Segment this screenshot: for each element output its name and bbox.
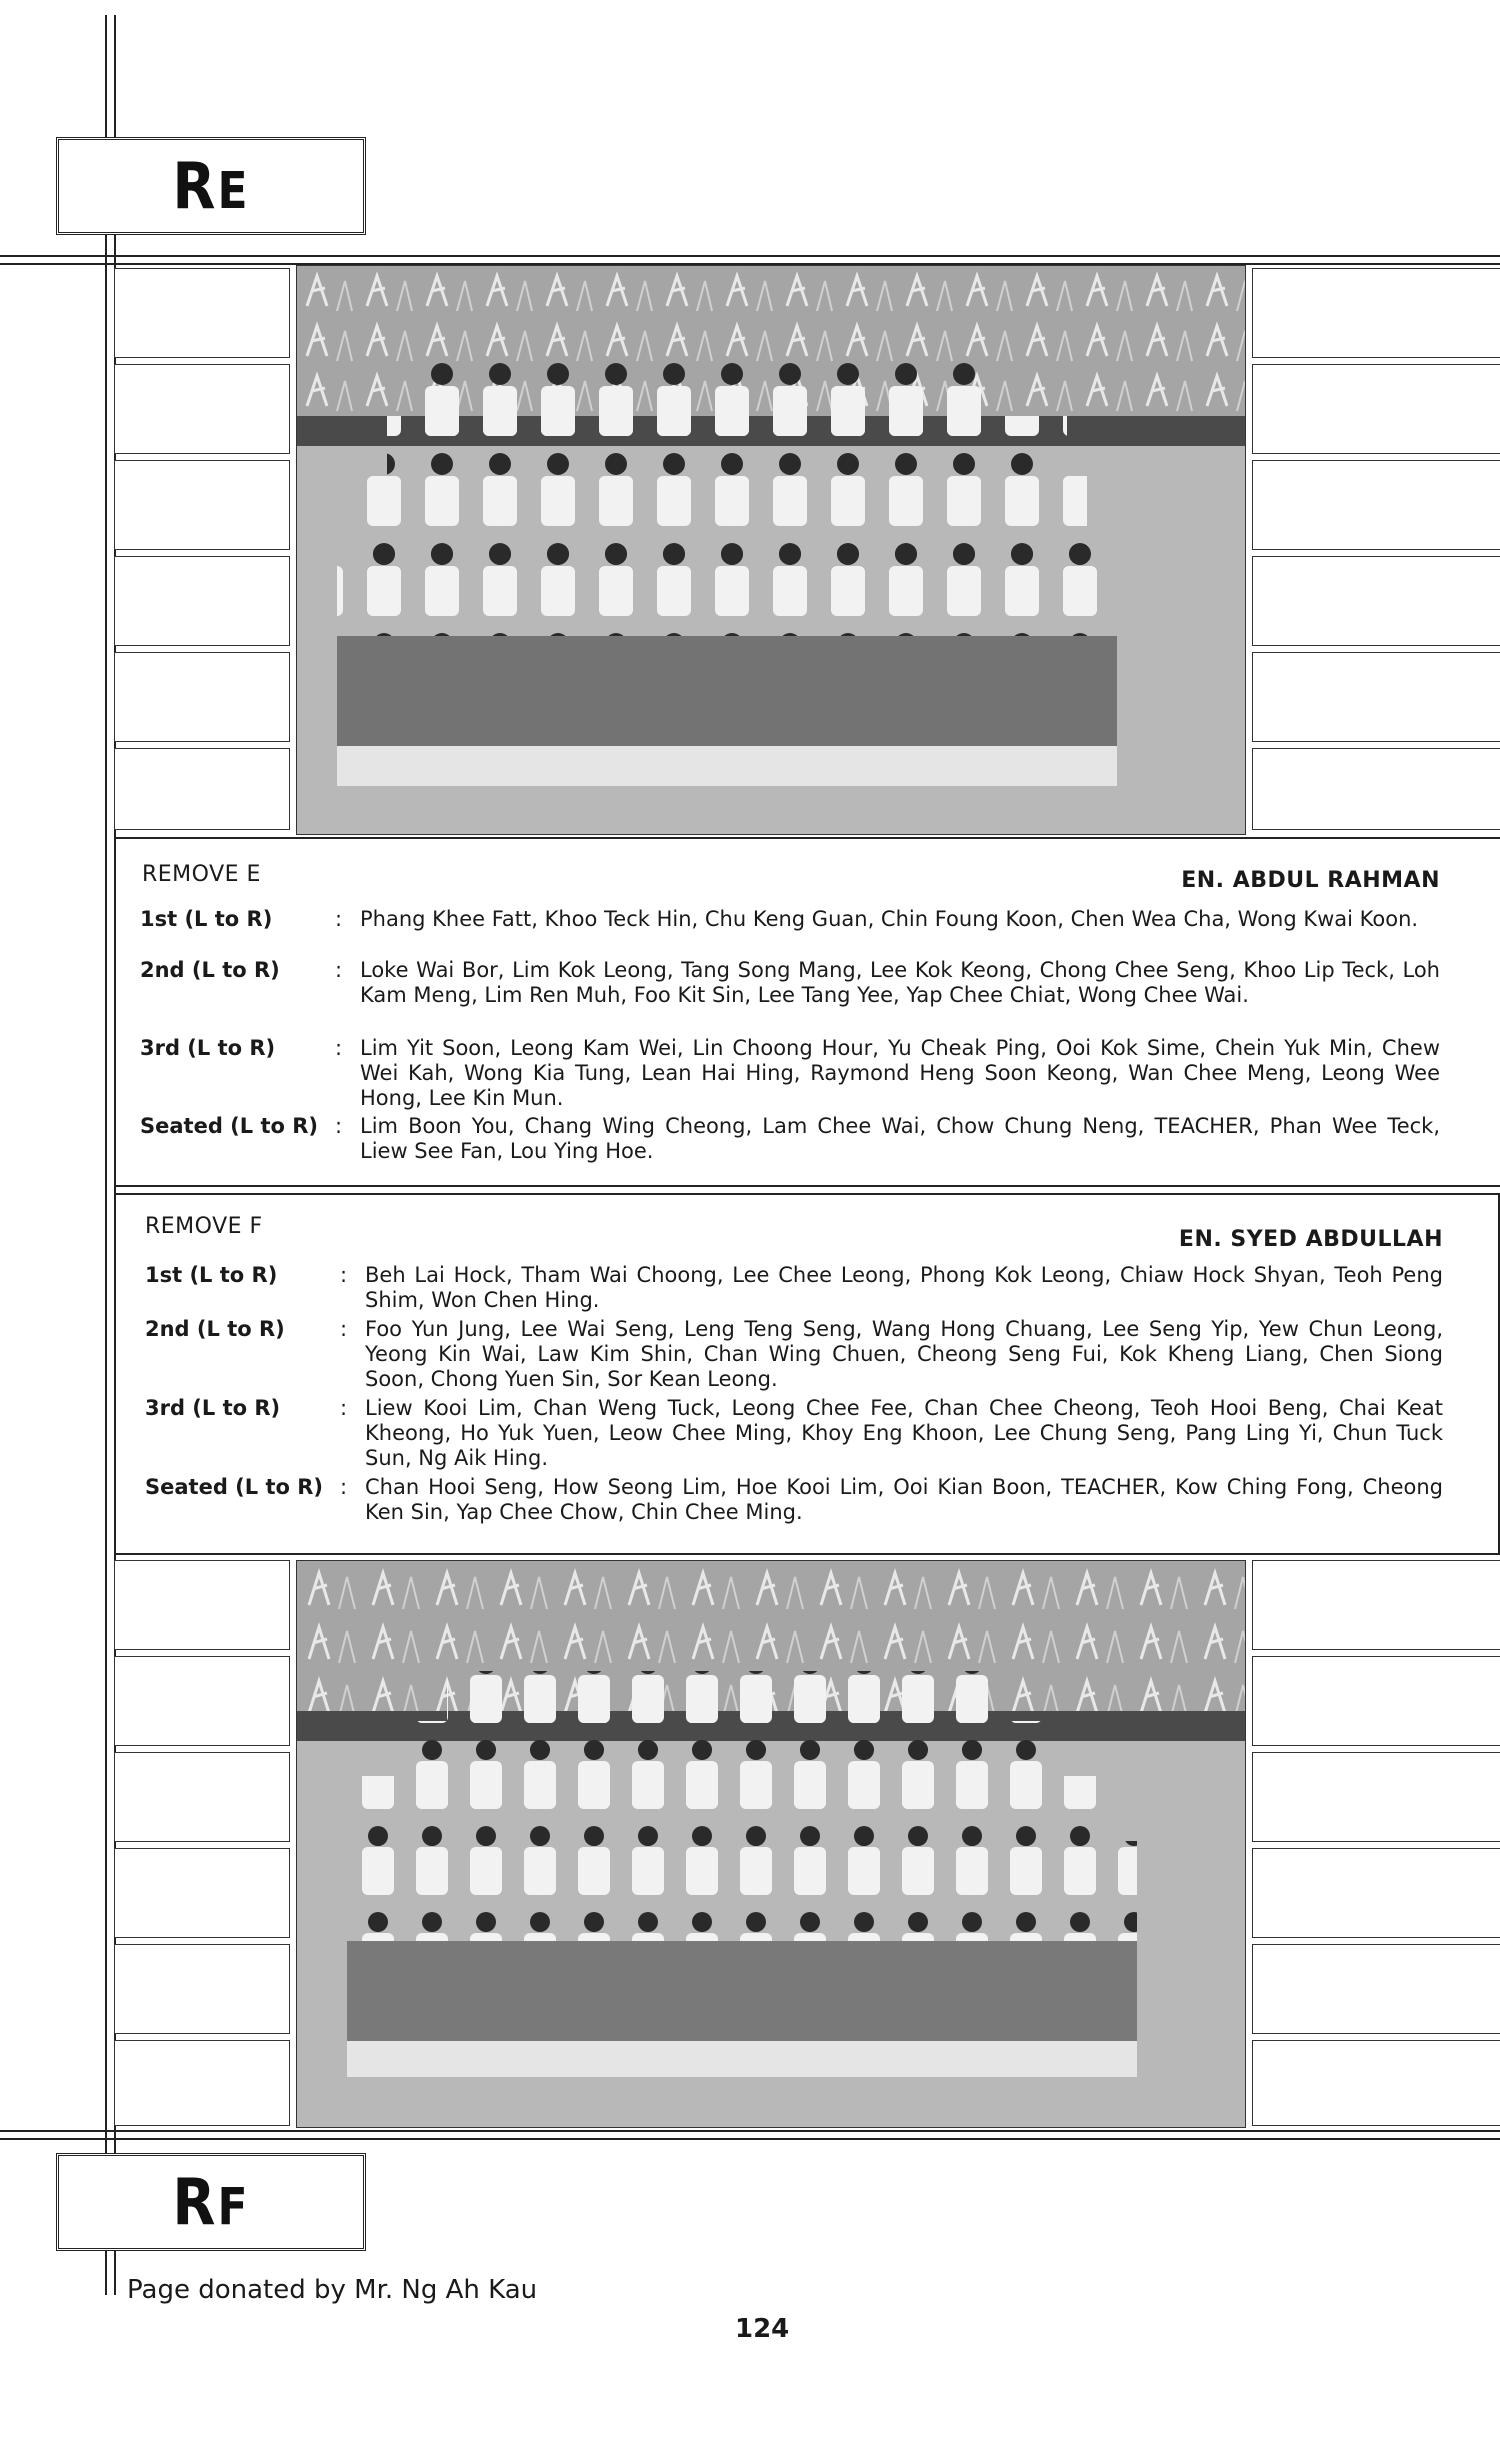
side-cell (1252, 748, 1500, 830)
row-2nd (140, 958, 1440, 1034)
row-1st (140, 907, 1440, 957)
remove-e-box-top (114, 837, 1500, 839)
remove-f-box-bottom (114, 1553, 1500, 1555)
side-cell (114, 1944, 290, 2034)
class-photo-remove-e-graphic (297, 266, 1245, 834)
frame-bottom-rule-2 (0, 2138, 1500, 2140)
row-names: Liew Kooi Lim, Chan Weng Tuck, Leong Chee Fee, Chan Chee Cheong, Teoh Hooi Beng, Chai Keat Kheong, Ho Yuk Yuen, Leow Chee Ming, Khoy Eng Khoon, Lee Chung Seng, Pang Ling Yi, Chun Tuck Sun, Ng Aik Hing. (365, 1396, 1443, 1470)
remove-f-box-right (1498, 1193, 1500, 1555)
class-teacher: EN. ABDUL RAHMAN (1181, 868, 1440, 893)
label-re-sub: E (217, 161, 250, 220)
side-cell (1252, 1560, 1500, 1650)
row-seated (145, 1475, 1443, 1525)
side-cell (114, 268, 290, 358)
row-colon: : (340, 1475, 348, 1499)
row-colon: : (335, 1114, 343, 1138)
row-colon: : (335, 907, 343, 931)
remove-e-box-bottom-2 (114, 1193, 1500, 1195)
row-colon: : (340, 1263, 348, 1287)
class-photo-remove-e (296, 265, 1246, 835)
row-colon: : (340, 1317, 348, 1341)
class-info-remove-f (145, 1214, 1443, 1544)
row-label: 3rd (L to R) (140, 1036, 276, 1060)
row-3rd (140, 1036, 1440, 1112)
row-1st (145, 1263, 1443, 1313)
row-label: 2nd (L to R) (140, 958, 280, 982)
class-photo-remove-f-graphic (297, 1561, 1245, 2127)
row-label: 1st (L to R) (145, 1263, 278, 1287)
side-cell (114, 556, 290, 646)
side-cell (1252, 1656, 1500, 1746)
side-cell (114, 1848, 290, 1938)
class-name: REMOVE E (142, 862, 261, 887)
label-re-main: R (172, 148, 218, 224)
row-names: Foo Yun Jung, Lee Wai Seng, Leng Teng Seng, Wang Hong Chuang, Lee Seng Yip, Yew Chun Leong, Yeong Kin Wai, Law Kim Shin, Chan Wing Chuen, Cheong Seng Fui, Kok Kheng Liang, Chen Siong Soon, Chong Yuen Sin, Sor Kean Leong. (365, 1317, 1443, 1391)
class-teacher: EN. SYED ABDULLAH (1178, 1227, 1443, 1252)
label-rf-sub: F (217, 2177, 250, 2236)
row-label: Seated (L to R) (145, 1475, 323, 1499)
row-colon: : (335, 1036, 343, 1060)
label-rf-main: R (172, 2164, 218, 2240)
side-cell (114, 364, 290, 454)
row-seated (140, 1114, 1440, 1164)
side-cell (1252, 268, 1500, 358)
row-names: Lim Boon You, Chang Wing Cheong, Lam Chee Wai, Chow Chung Neng, TEACHER, Phan Wee Teck, Liew See Fan, Lou Ying Hoe. (360, 1114, 1440, 1163)
class-info-remove-e (140, 862, 1440, 1182)
remove-e-box-bottom (114, 1185, 1500, 1187)
side-cell (114, 2040, 290, 2126)
row-names: Lim Yit Soon, Leong Kam Wei, Lin Choong Hour, Yu Cheak Ping, Ooi Kok Sime, Chein Yuk Min, Chew Wei Kah, Wong Kia Tung, Lean Hai Hing, Raymond Heng Soon Keong, Wan Chee Meng, Leong Wee Hong, Lee Kin Mun. (360, 1036, 1440, 1110)
row-label: 3rd (L to R) (145, 1396, 281, 1420)
row-3rd (145, 1396, 1443, 1472)
row-colon: : (340, 1396, 348, 1420)
frame-bottom-rule (0, 2130, 1500, 2132)
section-label-rf (56, 2153, 366, 2251)
side-cell (114, 1656, 290, 1746)
class-name: REMOVE F (145, 1214, 263, 1239)
row-label: 2nd (L to R) (145, 1317, 285, 1341)
side-cell (1252, 556, 1500, 646)
side-cell (114, 460, 290, 550)
side-cell (1252, 460, 1500, 550)
side-cell (114, 1560, 290, 1650)
row-colon: : (335, 958, 343, 982)
side-cell (1252, 652, 1500, 742)
side-cell (1252, 1848, 1500, 1938)
page-donation-note: Page donated by Mr. Ng Ah Kau (127, 2275, 538, 2305)
side-cell (1252, 1944, 1500, 2034)
section-label-re (56, 137, 366, 235)
row-names: Loke Wai Bor, Lim Kok Leong, Tang Song Mang, Lee Kok Keong, Chong Chee Seng, Khoo Lip Teck, Loh Kam Meng, Lim Ren Muh, Foo Kit Sin, Lee Tang Yee, Yap Chee Chiat, Wong Chee Wai. (360, 958, 1440, 1007)
row-label: 1st (L to R) (140, 907, 273, 931)
row-label: Seated (L to R) (140, 1114, 318, 1138)
frame-top-rule (0, 255, 1500, 257)
row-2nd (145, 1317, 1443, 1393)
row-names: Beh Lai Hock, Tham Wai Choong, Lee Chee Leong, Phong Kok Leong, Chiaw Hock Shyan, Teoh Peng Shim, Won Chen Hing. (365, 1263, 1443, 1312)
frame-left-line-outer (105, 15, 107, 2295)
side-cell (114, 748, 290, 830)
side-cell (114, 1752, 290, 1842)
row-names: Phang Khee Fatt, Khoo Teck Hin, Chu Keng Guan, Chin Foung Koon, Chen Wea Cha, Wong Kwai Koon. (360, 907, 1419, 931)
side-cell (1252, 1752, 1500, 1842)
side-cell (114, 652, 290, 742)
side-cell (1252, 2040, 1500, 2126)
page-number: 124 (735, 2314, 790, 2344)
side-cell (1252, 364, 1500, 454)
row-names: Chan Hooi Seng, How Seong Lim, Hoe Kooi Lim, Ooi Kian Boon, TEACHER, Kow Ching Fong, Cheong Ken Sin, Yap Chee Chow, Chin Chee Ming. (365, 1475, 1443, 1524)
class-photo-remove-f (296, 1560, 1246, 2128)
